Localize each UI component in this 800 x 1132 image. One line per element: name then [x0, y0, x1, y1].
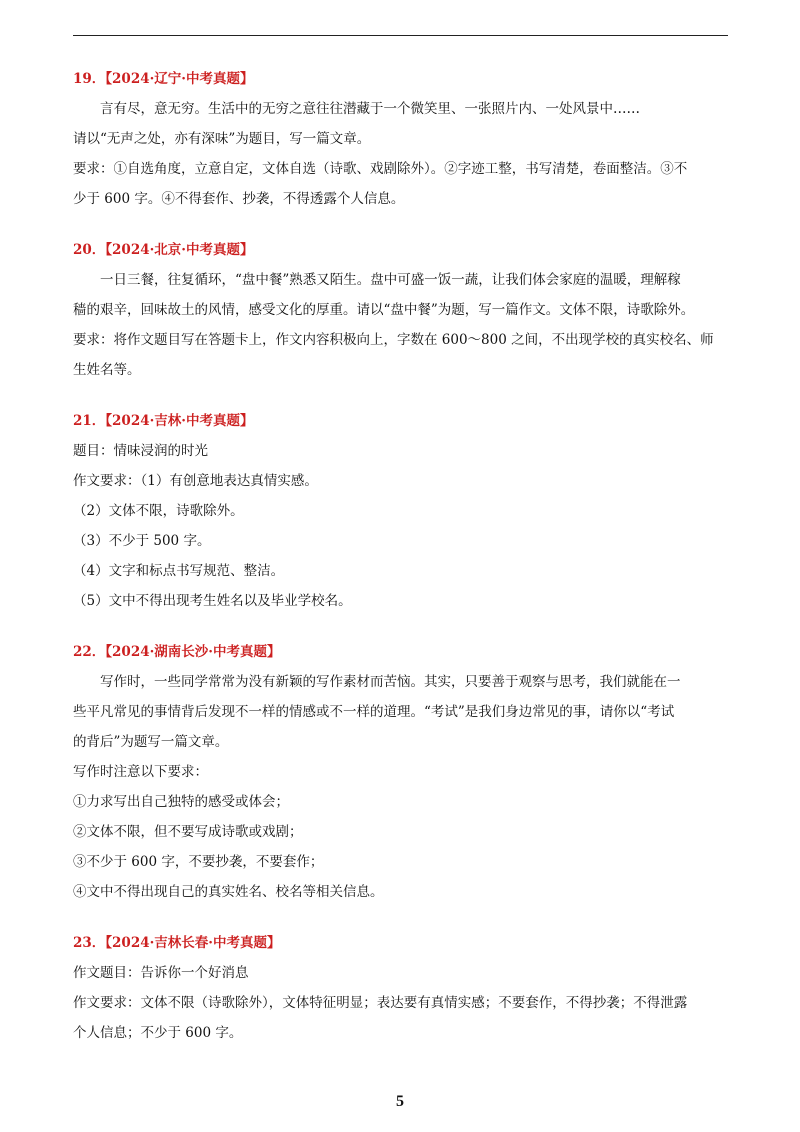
requirement-line: （4）文字和标点书写规范、整洁。 [73, 563, 285, 579]
requirement-line: 少于 600 字。④不得套作、抄袭，不得透露个人信息。 [73, 191, 405, 207]
question-heading: 21．【2024·吉林·中考真题】 [73, 413, 254, 429]
prompt-line: 题目：情味浸润的时光 [73, 443, 208, 459]
question-19 [73, 64, 728, 214]
prompt-line: 言有尽，意无穷。生活中的无穷之意往往潜藏于一个微笑里、一张照片内、一处风景中…… [100, 101, 640, 117]
header-rule [73, 35, 728, 36]
requirement-line: 生姓名等。 [73, 362, 141, 378]
question-20 [73, 235, 728, 385]
question-heading: 19．【2024·辽宁·中考真题】 [73, 71, 254, 87]
requirement-line: 要求：①自选角度，立意自定，文体自选（诗歌、戏剧除外）。②字迹工整，书写清楚，卷面整洁。③不 [73, 161, 688, 177]
question-22 [73, 637, 728, 907]
requirement-line: 个人信息；不少于 600 字。 [73, 1025, 243, 1041]
requirement-line: 要求：将作文题目写在答题卡上，作文内容积极向上，字数在 600～800 之间，不出现学校的真实校名、师 [73, 332, 714, 348]
question-21 [73, 406, 728, 616]
requirement-line: 写作时注意以下要求： [73, 764, 208, 780]
question-heading: 20．【2024·北京·中考真题】 [73, 242, 254, 258]
requirement-line: ③不少于 600 字，不要抄袭，不要套作； [73, 854, 324, 870]
requirement-line: ①力求写出自己独特的感受或体会； [73, 794, 289, 810]
requirement-line: （2）文体不限，诗歌除外。 [73, 503, 244, 519]
requirement-line: 作文要求：（1）有创意地表达真情实感。 [73, 473, 318, 489]
prompt-line: 些平凡常见的事情背后发现不一样的情感或不一样的道理。“考试”是我们身边常见的事，请你以“考试 [73, 704, 675, 720]
prompt-line: 的背后”为题写一篇文章。 [73, 734, 229, 750]
prompt-line: 作文题目：告诉你一个好消息 [73, 965, 249, 981]
requirement-line: ④文中不得出现自己的真实姓名、校名等相关信息。 [73, 884, 384, 900]
question-23 [73, 928, 728, 1048]
requirement-line: ②文体不限，但不要写成诗歌或戏剧； [73, 824, 303, 840]
requirement-line: （3）不少于 500 字。 [73, 533, 211, 549]
prompt-line: 请以“无声之处，亦有深味”为题目，写一篇文章。 [73, 131, 371, 147]
question-heading: 22．【2024·湖南长沙·中考真题】 [73, 644, 281, 660]
page-number: 5 [396, 1093, 404, 1110]
requirement-line: 作文要求：文体不限（诗歌除外），文体特征明显；表达要有真情实感；不要套作，不得抄袭；不得泄露 [73, 995, 688, 1011]
prompt-line: 写作时，一些同学常常为没有新颖的写作素材而苦恼。其实，只要善于观察与思考，我们就能在一 [100, 674, 681, 690]
requirement-line: （5）文中不得出现考生姓名以及毕业学校名。 [73, 593, 352, 609]
document-body [73, 64, 728, 1069]
prompt-line: 穑的艰辛，回味故土的风情，感受文化的厚重。请以“盘中餐”为题，写一篇作文。文体不限，诗歌除外。 [73, 302, 695, 318]
prompt-line: 一日三餐，往复循环，“盘中餐”熟悉又陌生。盘中可盛一饭一蔬，让我们体会家庭的温暖，理解稼 [100, 272, 681, 288]
question-heading: 23．【2024·吉林长春·中考真题】 [73, 935, 281, 951]
